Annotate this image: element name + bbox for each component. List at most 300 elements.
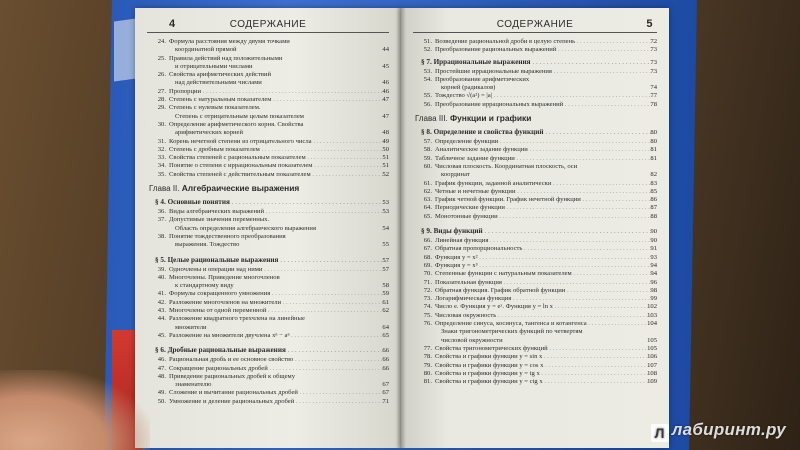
toc-entry-number: 30. [157, 120, 166, 128]
toc-entry [149, 88, 389, 96]
toc-entry-number: 81. [423, 378, 432, 386]
toc-entry [149, 104, 389, 112]
toc-entry [149, 63, 389, 71]
toc-entry-number: 46. [157, 356, 166, 364]
running-head-title: СОДЕРЖАНИЕ [229, 19, 307, 30]
toc-entry-title: Область определения алгебраического выражения [175, 224, 316, 232]
toc-entry [415, 92, 657, 100]
toc-entry-title: Степень с натуральным показателем . . . [169, 96, 389, 103]
toc-entry-page: 71 [382, 397, 389, 405]
toc-entry-title: числовой окружности [441, 336, 503, 344]
toc-entry [149, 398, 389, 406]
toc-entry-title: График четной функции. График нечетной функции . . . [435, 196, 657, 203]
toc-entry-title: Степень с дробным показателем . . . [169, 146, 389, 153]
toc-entry-number: 62. [423, 187, 432, 195]
toc-entry [149, 241, 389, 249]
table-of-contents [415, 38, 657, 386]
toc-entry-number: 72. [423, 286, 432, 294]
toc-entry [149, 290, 389, 298]
toc-entry-page: 58 [382, 282, 389, 290]
toc-entry-page: 104 [647, 320, 657, 328]
section-title: § 5. Целые рациональные выражения . . . [155, 256, 389, 264]
section-heading [149, 345, 389, 356]
toc-entry-page: 96 [650, 278, 657, 286]
toc-entry-page: 81 [650, 146, 657, 154]
toc-entry-number: 33. [157, 154, 166, 162]
section-heading [415, 57, 657, 68]
toc-entry-number: 60. [423, 162, 432, 170]
toc-entry-title: Табличное задание функции . . . [435, 155, 657, 162]
toc-entry-number: 27. [157, 87, 166, 95]
toc-entry-number: 63. [423, 196, 432, 204]
toc-entry-number: 55. [423, 92, 432, 100]
toc-entry [149, 55, 389, 63]
toc-entry-title: Свойства и графики функции y = cos x . . . [435, 362, 657, 369]
toc-entry-title: Свойства и графики функции y = ctg x . . . [435, 378, 657, 385]
toc-entry-number: 49. [157, 389, 166, 397]
toc-entry [149, 162, 389, 170]
toc-entry-title: координат [441, 171, 470, 179]
toc-entry [149, 373, 389, 381]
toc-entry-title: Функция y = x³ . . . [435, 262, 657, 269]
toc-entry-number: 77. [423, 344, 432, 352]
toc-entry [415, 378, 657, 386]
watermark-logo-icon: Л [651, 424, 669, 442]
toc-entry [149, 71, 389, 79]
toc-entry [415, 84, 657, 92]
toc-entry [415, 101, 657, 109]
toc-entry-page: 85 [650, 187, 657, 195]
toc-entry-title: Преобразование арифметических [435, 75, 530, 83]
toc-entry-page: 88 [650, 212, 657, 220]
toc-entry-number: 79. [423, 361, 432, 369]
toc-entry-title: Логарифмическая функция . . . [435, 295, 657, 302]
toc-entry [415, 237, 657, 245]
toc-entry-title: Преобразование рациональных выражений . . . [435, 46, 657, 53]
toc-entry-title: выражения. Тождество [175, 241, 240, 249]
hand-thumb [0, 370, 150, 450]
toc-entry-page: 47 [382, 112, 389, 120]
toc-entry [149, 129, 389, 137]
section-page: 66 [382, 347, 389, 355]
toc-entry [415, 345, 657, 353]
running-head [147, 16, 389, 33]
toc-entry-page: 46 [382, 87, 389, 95]
section-page: 90 [650, 228, 657, 236]
toc-entry-page: 78 [650, 100, 657, 108]
toc-entry [415, 287, 657, 295]
toc-entry-title: множители [175, 323, 207, 331]
left-page [135, 8, 401, 448]
toc-entry [149, 96, 389, 104]
chapter-label: Глава III. [415, 114, 448, 124]
toc-entry [415, 76, 657, 84]
section-page: 57 [382, 256, 389, 264]
toc-entry-number: 65. [423, 212, 432, 220]
toc-entry-page: 72 [650, 38, 657, 45]
toc-entry [415, 245, 657, 253]
toc-entry-number: 74. [423, 303, 432, 311]
toc-entry-title: Многочлены. Приведение многочленов [169, 273, 280, 281]
toc-entry-title: Свойства степеней с рациональным показателем . . . [169, 154, 389, 161]
toc-entry-number: 48. [157, 372, 166, 380]
toc-entry-number: 37. [157, 216, 166, 224]
watermark-text: лабиринт.ру [671, 420, 786, 439]
table-of-contents [149, 38, 389, 406]
toc-entry-title: Пропорции . . . [169, 88, 389, 95]
toc-entry [149, 274, 389, 282]
toc-entry-title: Разложение на множители двучлена xⁿ − aⁿ . . . [169, 332, 389, 339]
toc-entry-title: Разложение квадратного трехчлена на линейные [169, 315, 305, 323]
toc-entry-page: 99 [650, 295, 657, 303]
page-number: 4 [169, 18, 176, 30]
toc-entry-title: Корень нечетной степени из отрицательного числа . . . [169, 138, 389, 145]
toc-entry-title: Аналитическое задание функции . . . [435, 146, 657, 153]
toc-entry [149, 233, 389, 241]
toc-entry-number: 59. [423, 154, 432, 162]
toc-entry-title: Многочлены от одной переменной . . . [169, 307, 389, 314]
toc-entry [415, 353, 657, 361]
toc-entry [415, 279, 657, 287]
toc-entry-title: координатной прямой [175, 46, 237, 54]
toc-entry-page: 51 [382, 162, 389, 170]
toc-entry-page: 93 [650, 253, 657, 261]
toc-entry-page: 81 [650, 154, 657, 162]
toc-entry [149, 138, 389, 146]
toc-entry [415, 163, 657, 171]
toc-entry-number: 67. [423, 245, 432, 253]
toc-entry [415, 328, 657, 336]
toc-entry-title: Простейшие иррациональные выражения . . . [435, 68, 657, 75]
toc-entry [149, 46, 389, 54]
toc-entry [149, 389, 389, 397]
toc-entry-number: 44. [157, 315, 166, 323]
toc-entry-title: Одночлены и операции над ними . . . [169, 266, 389, 273]
toc-entry [149, 171, 389, 179]
toc-entry-page: 53 [382, 208, 389, 216]
toc-entry-number: 80. [423, 369, 432, 377]
toc-entry-number: 25. [157, 54, 166, 62]
section-page: 73 [650, 58, 657, 66]
section-heading [149, 255, 389, 266]
toc-entry-page: 107 [647, 361, 657, 369]
toc-entry-title: Обратная пропорциональность . . . [435, 245, 657, 252]
toc-entry-title: Тождество √(a²) = |a| . . . [435, 92, 657, 99]
toc-entry [415, 303, 657, 311]
toc-entry-page: 48 [382, 129, 389, 137]
toc-entry-title: Числовая плоскость. Координатная плоскость, оси [435, 162, 578, 170]
section-title: § 7. Иррациональные выражения . . . [421, 58, 657, 66]
toc-entry-page: 98 [650, 286, 657, 294]
toc-entry-number: 24. [157, 38, 166, 45]
toc-entry [149, 307, 389, 315]
toc-entry-number: 61. [423, 179, 432, 187]
toc-entry-title: Разложение многочленов на множители . . . [169, 299, 389, 306]
toc-entry-number: 51. [423, 38, 432, 45]
toc-entry-number: 54. [423, 75, 432, 83]
toc-entry-title: арифметических корней [175, 129, 243, 137]
toc-entry-page: 62 [382, 307, 389, 315]
toc-entry-title: Понятие тождественного преобразования [169, 232, 286, 240]
chapter-heading [149, 182, 389, 195]
toc-entry-title: Рациональная дробь и ее основное свойство . . . [169, 356, 389, 363]
toc-entry [415, 196, 657, 204]
section-page: 53 [382, 199, 389, 207]
toc-entry-title: Свойства степеней с действительным показателем . . . [169, 171, 389, 178]
toc-entry-title: Четные и нечетные функции . . . [435, 188, 657, 195]
toc-entry-page: 74 [650, 84, 657, 92]
toc-entry [415, 180, 657, 188]
toc-entry [415, 188, 657, 196]
toc-entry-number: 70. [423, 270, 432, 278]
toc-entry-title: Степень с нулевым показателем. [169, 104, 261, 112]
toc-entry-number: 66. [423, 237, 432, 245]
toc-entry [415, 68, 657, 76]
toc-entry-title: Формула расстояния между двумя точками [169, 38, 290, 45]
toc-entry [149, 216, 389, 224]
toc-entry-title: Правила действий над положительными [169, 54, 283, 62]
toc-entry-number: 39. [157, 265, 166, 273]
toc-entry-number: 26. [157, 71, 166, 79]
toc-entry-title: Понятие о степени с иррациональным показателем . . . [169, 162, 389, 169]
toc-entry-page: 47 [382, 96, 389, 104]
toc-entry-title: Возведение рациональной дроби в целую степень . . . [435, 38, 657, 45]
toc-entry-title: Преобразование иррациональных выражений . . . [435, 101, 657, 108]
toc-entry-page: 44 [382, 46, 389, 54]
toc-entry-page: 67 [382, 381, 389, 389]
toc-entry-number: 31. [157, 137, 166, 145]
toc-entry-number: 42. [157, 298, 166, 306]
toc-entry-title: Свойства арифметических действий [169, 71, 272, 79]
toc-entry-title: Допустимые значения переменных. [169, 216, 270, 224]
toc-entry [149, 79, 389, 87]
toc-entry-number: 29. [157, 104, 166, 112]
toc-entry-title: График функции, заданной аналитически . . . [435, 180, 657, 187]
toc-entry-number: 71. [423, 278, 432, 286]
watermark [651, 420, 786, 442]
toc-entry-title: Обратная функция. График обратной функции . . . [435, 287, 657, 294]
chapter-heading [415, 112, 657, 125]
toc-entry-page: 46 [382, 79, 389, 87]
toc-entry-number: 78. [423, 353, 432, 361]
toc-entry [149, 225, 389, 233]
toc-entry-page: 49 [382, 137, 389, 145]
toc-entry [415, 38, 657, 46]
toc-entry-page: 94 [650, 270, 657, 278]
toc-entry-number: 41. [157, 290, 166, 298]
toc-entry-page: 82 [650, 171, 657, 179]
toc-entry [149, 38, 389, 46]
toc-entry [149, 356, 389, 364]
toc-entry-number: 57. [423, 138, 432, 146]
toc-entry-page: 105 [647, 344, 657, 352]
toc-entry [415, 320, 657, 328]
toc-entry-title: Сокращение рациональных дробей . . . [169, 365, 389, 372]
toc-entry [415, 171, 657, 179]
toc-entry [149, 332, 389, 340]
toc-entry [415, 270, 657, 278]
toc-entry-page: 66 [382, 356, 389, 364]
toc-entry-title: Периодические функции . . . [435, 204, 657, 211]
toc-entry-page: 51 [382, 154, 389, 162]
toc-entry-page: 64 [382, 323, 389, 331]
toc-entry-page: 83 [650, 179, 657, 187]
chapter-title: Функции и графики [449, 113, 532, 124]
section-page: 80 [650, 129, 657, 137]
toc-entry-number: 35. [157, 170, 166, 178]
toc-entry-page: 91 [650, 245, 657, 253]
toc-entry [415, 204, 657, 212]
toc-entry-title: Знаки тригонометрических функций по четвертям [441, 328, 583, 336]
toc-entry-title: Степень с отрицательным целым показателем [175, 112, 304, 120]
toc-entry-title: знаменателю [175, 381, 212, 389]
toc-entry-page: 108 [647, 369, 657, 377]
toc-entry-number: 45. [157, 331, 166, 339]
toc-entry [415, 370, 657, 378]
chapter-title: Алгебраические выражения [181, 183, 300, 194]
toc-entry-title: Определение функции . . . [435, 138, 657, 145]
toc-entry [415, 146, 657, 154]
toc-entry-page: 90 [650, 237, 657, 245]
toc-entry-page: 105 [647, 336, 657, 344]
toc-entry [415, 337, 657, 345]
toc-entry-title: над действительными числами [175, 79, 262, 87]
toc-entry-page: 45 [382, 62, 389, 70]
toc-entry-title: Линейная функция . . . [435, 237, 657, 244]
toc-entry [415, 138, 657, 146]
toc-entry [415, 295, 657, 303]
toc-entry-number: 69. [423, 261, 432, 269]
toc-entry-title: Свойства и графики функции y = tg x . . . [435, 370, 657, 377]
toc-entry-number: 73. [423, 295, 432, 303]
toc-entry-title: Монотонные функции . . . [435, 213, 657, 220]
toc-entry [149, 266, 389, 274]
cover-stripe-white [114, 18, 136, 81]
toc-entry-title: Числовая окружность . . . [435, 312, 657, 319]
toc-entry-page: 59 [382, 290, 389, 298]
section-heading [415, 127, 657, 138]
running-head-title: СОДЕРЖАНИЕ [496, 19, 574, 30]
toc-entry-page: 77 [650, 92, 657, 100]
toc-entry-page: 87 [650, 204, 657, 212]
toc-entry-title: Формулы сокращенного умножения . . . [169, 290, 389, 297]
toc-entry [149, 315, 389, 323]
toc-entry-page: 106 [647, 353, 657, 361]
toc-entry-page: 102 [647, 303, 657, 311]
toc-entry [415, 213, 657, 221]
toc-entry [415, 155, 657, 163]
running-head [413, 16, 657, 33]
toc-entry-number: 32. [157, 145, 166, 153]
toc-entry-number: 50. [157, 397, 166, 405]
toc-entry-page: 80 [650, 138, 657, 146]
toc-entry-number: 36. [157, 208, 166, 216]
toc-entry-number: 47. [157, 364, 166, 372]
toc-entry-title: к стандартному виду [175, 282, 234, 290]
toc-entry-page: 52 [382, 170, 389, 178]
toc-entry-page: 67 [382, 389, 389, 397]
book-gutter [396, 8, 406, 448]
toc-entry-page: 54 [382, 224, 389, 232]
toc-entry-number: 52. [423, 46, 432, 54]
toc-entry [149, 381, 389, 389]
toc-entry-page: 73 [650, 46, 657, 54]
toc-entry-number: 38. [157, 232, 166, 240]
toc-entry [149, 154, 389, 162]
toc-entry [415, 254, 657, 262]
section-heading [149, 197, 389, 208]
toc-entry-page: 50 [382, 145, 389, 153]
toc-entry-page: 73 [650, 67, 657, 75]
toc-entry-page: 66 [382, 364, 389, 372]
toc-entry-title: Определение арифметического корня. Свойства [169, 120, 304, 128]
toc-entry-number: 64. [423, 204, 432, 212]
toc-entry [149, 113, 389, 121]
toc-entry-number: 53. [423, 67, 432, 75]
toc-entry-title: Виды алгебраических выражений . . . [169, 208, 389, 215]
toc-entry-page: 55 [382, 241, 389, 249]
toc-entry-title: Умножение и деление рациональных дробей . . . [169, 398, 389, 405]
toc-entry-title: Показательная функция . . . [435, 279, 657, 286]
toc-entry-title: Функция y = x² . . . [435, 254, 657, 261]
section-title: § 8. Определение и свойства функций . . . [421, 128, 657, 136]
section-title: § 6. Дробные рациональные выражения . . . [155, 346, 389, 354]
toc-entry-page: 103 [647, 311, 657, 319]
toc-entry [415, 262, 657, 270]
toc-entry-page: 57 [382, 265, 389, 273]
right-page [401, 8, 669, 448]
section-title: § 4. Основные понятия . . . [155, 198, 389, 206]
section-title: § 9. Виды функций . . . [421, 227, 657, 235]
toc-entry [149, 299, 389, 307]
toc-entry-number: 76. [423, 320, 432, 328]
section-heading [415, 226, 657, 237]
toc-entry-title: Свойства тригонометрических функций . . . [435, 345, 657, 352]
toc-entry [149, 121, 389, 129]
page-number: 5 [646, 18, 653, 30]
toc-entry-title: Сложение и вычитание рациональных дробей . . . [169, 389, 389, 396]
chapter-label: Глава II. [149, 184, 180, 194]
toc-entry-title: Число e. Функция y = eˣ. Функция y = ln x . . . [435, 303, 657, 310]
toc-entry-title: Определение синуса, косинуса, тангенса и котангенса . . . [435, 320, 657, 327]
toc-entry-page: 86 [650, 196, 657, 204]
toc-entry [415, 362, 657, 370]
toc-entry [149, 365, 389, 373]
toc-entry-page: 109 [647, 378, 657, 386]
toc-entry-number: 28. [157, 96, 166, 104]
toc-entry-page: 94 [650, 261, 657, 269]
toc-entry [149, 324, 389, 332]
toc-entry-number: 68. [423, 253, 432, 261]
toc-entry-title: Степенные функции с натуральным показателем . . . [435, 270, 657, 277]
toc-entry-title: корней (радикалов) [441, 84, 496, 92]
toc-entry-title: Свойства и графики функции y = sin x . . . [435, 353, 657, 360]
toc-entry [149, 282, 389, 290]
toc-entry-number: 75. [423, 311, 432, 319]
toc-entry-title: Приведение рациональных дробей к общему [169, 372, 296, 380]
toc-entry-number: 40. [157, 273, 166, 281]
toc-entry [149, 208, 389, 216]
toc-entry [415, 312, 657, 320]
toc-entry-number: 58. [423, 146, 432, 154]
toc-entry [149, 146, 389, 154]
toc-entry [415, 46, 657, 54]
toc-entry-page: 65 [382, 331, 389, 339]
toc-entry-title: и отрицательными числами [175, 62, 253, 70]
toc-entry-number: 56. [423, 100, 432, 108]
toc-entry-number: 34. [157, 162, 166, 170]
toc-entry-number: 43. [157, 307, 166, 315]
